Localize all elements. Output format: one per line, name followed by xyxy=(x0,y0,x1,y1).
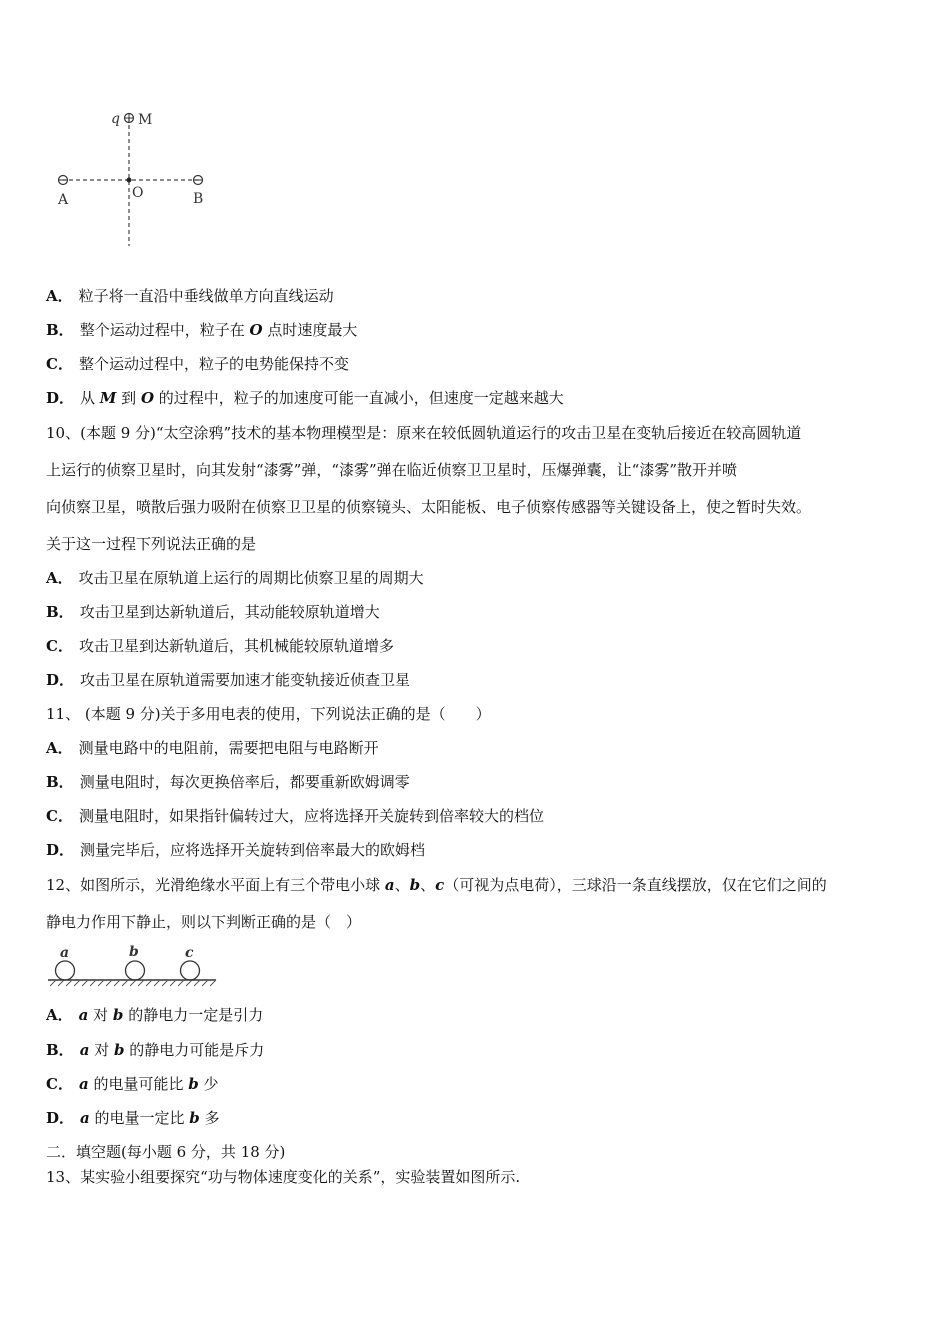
label-q: q xyxy=(111,111,120,127)
q11-stem: 11、 (本题 9 分)关于多用电表的使用，下列说法正确的是（ ） xyxy=(46,705,491,723)
q10-stem-line-4: 关于这一过程下列说法正确的是 xyxy=(46,535,257,553)
q9-option-a: A． 粒子将一直沿中垂线做单方向直线运动 xyxy=(46,287,334,305)
q9-option-d: D． 从 M 到 O 的过程中，粒子的加速度可能一直减小，但速度一定越来越大 xyxy=(46,389,564,407)
q10-option-b: B． 攻击卫星到达新轨道后，其动能较原轨道增大 xyxy=(46,603,380,621)
q11-option-d: D． 测量完毕后，应将选择开关旋转到倍率最大的欧姆档 xyxy=(46,841,426,859)
q11-option-a: A． 测量电路中的电阻前，需要把电阻与电路断开 xyxy=(46,739,379,757)
q10-option-c: C． 攻击卫星到达新轨道后，其机械能较原轨道增多 xyxy=(46,637,394,655)
ball-label-b: b xyxy=(129,944,139,960)
ball-label-c: c xyxy=(185,945,194,961)
label-O: O xyxy=(132,185,144,201)
q10-option-d: D． 攻击卫星在原轨道需要加速才能变轨接近侦查卫星 xyxy=(46,671,411,689)
section-title: 二．填空题(每小题 6 分，共 18 分) xyxy=(46,1143,286,1161)
q10-stem-line-3: 向侦察卫星，喷散后强力吸附在侦察卫卫星的侦察镜头、太阳能板、电子侦察传感器等关键设备上，使之暂时失效。 xyxy=(46,498,812,516)
q10-stem-line-1: 10、(本题 9 分)“太空涂鸦”技术的基本物理模型是：原来在较低圆轨道运行的攻击卫星在变轨后接近在较高圆轨道 xyxy=(46,424,802,442)
q12-option-c: C． a 的电量可能比 b 少 xyxy=(46,1075,219,1093)
q12-option-d: D． a 的电量一定比 b 多 xyxy=(46,1109,220,1127)
label-B: B xyxy=(193,191,204,207)
label-M: M xyxy=(138,112,153,128)
ball-label-a: a xyxy=(60,945,70,961)
q9-option-c: C． 整个运动过程中，粒子的电势能保持不变 xyxy=(46,355,349,373)
q12-stem-line-2: 静电力作用下静止，则以下判断正确的是（ ） xyxy=(46,913,362,931)
q10-stem-line-2: 上运行的侦察卫星时，向其发射“漆雾”弹，“漆雾”弹在临近侦察卫卫星时，压爆弹囊，让“漆雾”散开并喷 xyxy=(46,461,738,479)
q12-stem-line-1: 12、如图所示，光滑绝缘水平面上有三个带电小球 a、b、c（可视为点电荷），三球沿一条直线摆放，仅在它们之间的 xyxy=(46,876,827,894)
q12-option-a: A． a 对 b 的静电力一定是引力 xyxy=(46,1006,264,1024)
three-balls-diagram xyxy=(46,942,220,990)
q12-option-b: B． a 对 b 的静电力可能是斥力 xyxy=(46,1041,265,1059)
q13-stem: 13、某实验小组要探究“功与物体速度变化的关系”，实验装置如图所示. xyxy=(46,1168,521,1186)
charge-diagram xyxy=(50,104,220,250)
q9-option-b: B． 整个运动过程中，粒子在 O 点时速度最大 xyxy=(46,321,358,339)
q10-option-a: A． 攻击卫星在原轨道上运行的周期比侦察卫星的周期大 xyxy=(46,569,424,587)
label-A: A xyxy=(58,192,69,208)
q11-option-c: C． 测量电阻时，如果指针偏转过大，应将选择开关旋转到倍率较大的档位 xyxy=(46,807,544,825)
q11-option-b: B． 测量电阻时，每次更换倍率后，都要重新欧姆调零 xyxy=(46,773,410,791)
